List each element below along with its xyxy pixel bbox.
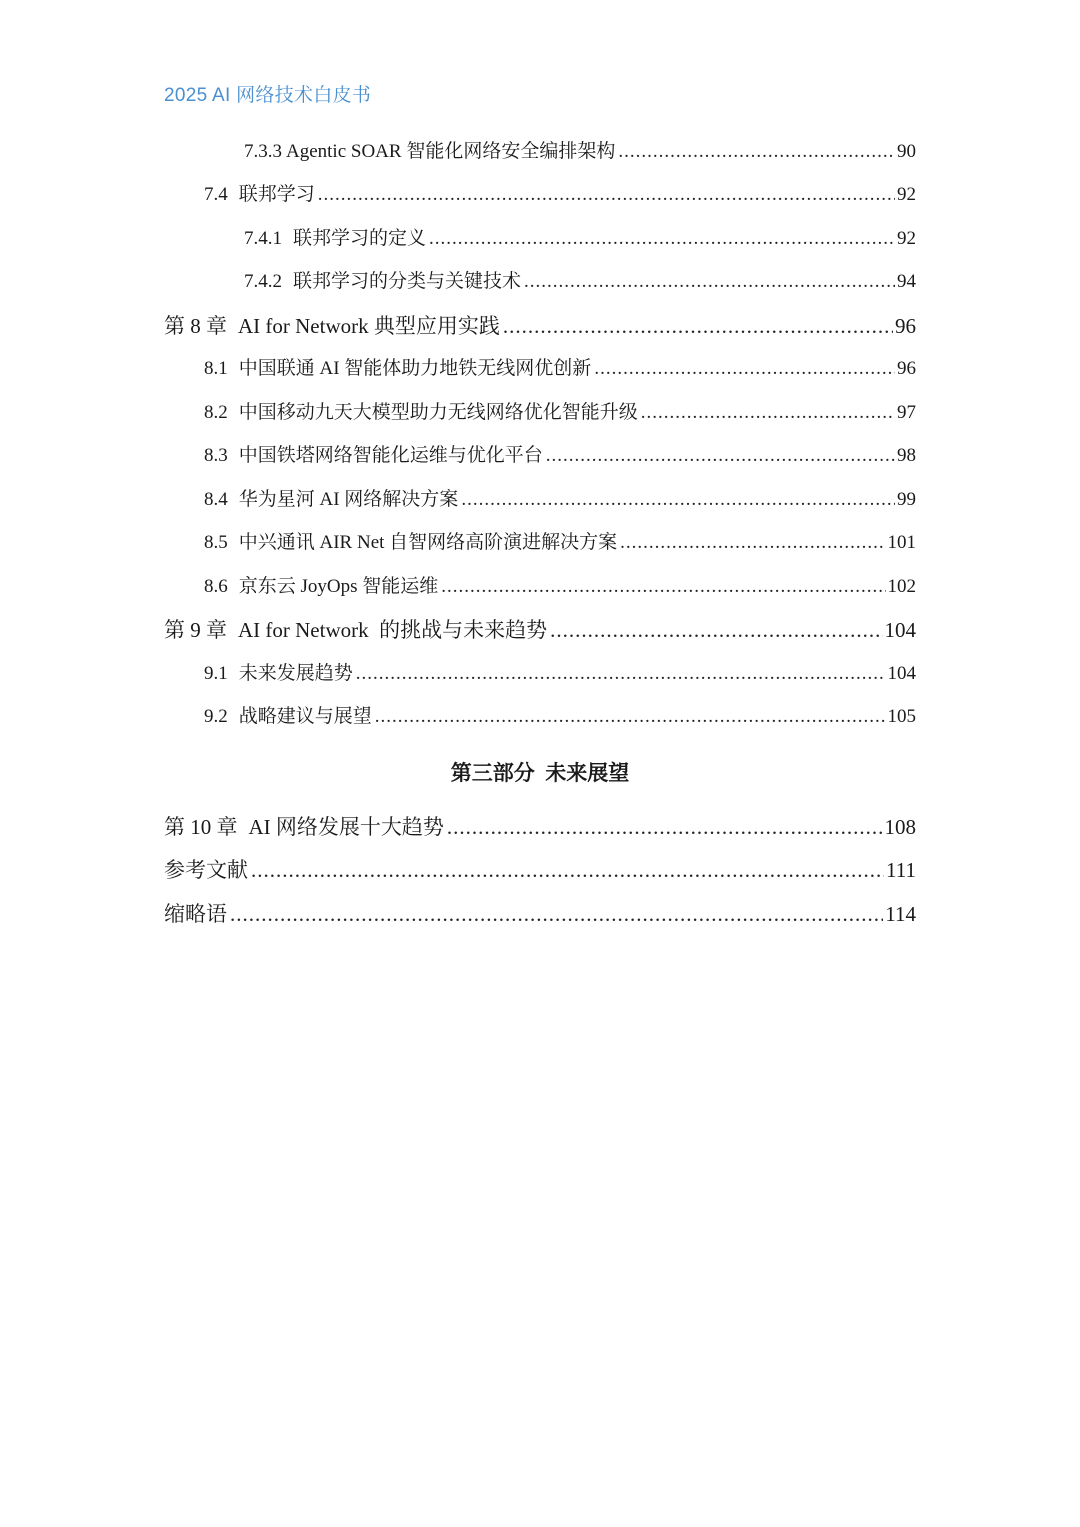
toc-dot-leader [230, 899, 883, 929]
toc-entry[interactable] [244, 224, 916, 254]
toc-entry[interactable] [244, 137, 916, 167]
toc-entry-title: AI for Network 典型应用实践 [238, 314, 500, 338]
toc-entry-title: 缩略语 [164, 902, 227, 926]
toc-entry-number: 第 10 章 [164, 815, 238, 839]
toc-entry-page: 92 [897, 184, 916, 205]
toc-dot-leader [318, 180, 895, 210]
part-three-heading: 第三部分 未来展望 [450, 761, 630, 785]
toc-dot-leader [641, 398, 895, 428]
toc-entry-number: 8.3 [204, 445, 228, 466]
toc-entry-number: 7.4.2 [244, 271, 282, 292]
running-header: 2025 AI 网络技术白皮书 [164, 85, 372, 106]
toc-entry-number: 7.3.3 [244, 141, 282, 162]
toc-entry-page: 102 [887, 576, 916, 597]
toc-entry-number: 9.2 [204, 706, 228, 727]
toc-entry-page: 90 [897, 141, 916, 162]
toc-entry-title: 中国铁塔网络智能化运维与优化平台 [238, 445, 543, 466]
toc-entry[interactable] [204, 528, 916, 558]
toc-entry-page: 108 [884, 815, 916, 839]
toc-entry-number: 第 8 章 [164, 314, 227, 338]
toc-dot-leader [524, 267, 895, 297]
toc-entry-page: 94 [897, 271, 916, 292]
toc-dot-leader [550, 615, 882, 645]
toc-entry-title: AI for Network 的挑战与未来趋势 [238, 618, 548, 642]
toc-entry-page: 105 [887, 706, 916, 727]
toc-entry-number: 9.1 [204, 663, 228, 684]
toc-entry-title: 未来发展趋势 [238, 663, 353, 684]
toc-dot-leader [251, 855, 884, 885]
toc-entry-number: 8.6 [204, 576, 228, 597]
toc-entry-page: 101 [887, 532, 916, 553]
toc-entry-title: 中兴通讯 AIR Net 自智网络高阶演进解决方案 [238, 532, 618, 553]
toc-entry-title: 联邦学习 [238, 184, 315, 205]
toc-entry-page: 104 [887, 663, 916, 684]
toc-entry-title: 华为星河 AI 网络解决方案 [238, 489, 459, 510]
toc-dot-leader [375, 702, 886, 732]
toc-entry[interactable] [204, 659, 916, 689]
toc-dot-leader [546, 441, 895, 471]
toc-entry-page: 92 [897, 228, 916, 249]
toc-entry-title: 联邦学习的定义 [293, 228, 427, 249]
toc-dot-leader [620, 528, 885, 558]
toc-entry-page: 96 [895, 314, 916, 338]
toc-entry-title: 战略建议与展望 [238, 706, 372, 727]
toc-entry-page: 97 [897, 402, 916, 423]
toc-entry-title: AI 网络发展十大趋势 [248, 815, 444, 839]
toc-entry-number: 8.4 [204, 489, 228, 510]
toc-entry-title: 中国移动九天大模型助力无线网络优化智能升级 [238, 402, 638, 423]
toc-dot-leader [503, 311, 893, 341]
toc-chapter-entry[interactable] [164, 615, 916, 645]
toc-entry[interactable] [204, 441, 916, 471]
toc-chapter-entry[interactable] [164, 899, 916, 929]
toc-entry-page: 99 [897, 489, 916, 510]
toc-entry[interactable] [204, 398, 916, 428]
toc-entry-number: 8.1 [204, 358, 228, 379]
toc-entry-title: 京东云 JoyOps 智能运维 [238, 576, 439, 597]
toc-entry-number: 第 9 章 [164, 618, 227, 642]
toc-entry[interactable] [204, 354, 916, 384]
toc-entry-title: 联邦学习的分类与关键技术 [293, 271, 522, 292]
toc-dot-leader [356, 659, 886, 689]
toc-dot-leader [461, 485, 895, 515]
toc-entry[interactable] [204, 702, 916, 732]
toc-dot-leader [447, 812, 883, 842]
toc-entry-page: 96 [897, 358, 916, 379]
toc-entry-page: 111 [886, 858, 916, 882]
toc-dot-leader [618, 137, 895, 167]
toc-chapter-entry[interactable] [164, 855, 916, 885]
toc-entry-number: 7.4 [204, 184, 228, 205]
toc-entry-page: 114 [885, 902, 916, 926]
toc-entry[interactable] [204, 572, 916, 602]
toc-entry-title: Agentic SOAR 智能化网络安全编排架构 [286, 141, 616, 162]
toc-entry-title: 参考文献 [164, 858, 248, 882]
toc-entry[interactable] [204, 180, 916, 210]
toc-entry-number: 7.4.1 [244, 228, 282, 249]
toc-dot-leader [441, 572, 885, 602]
toc-entry[interactable] [204, 485, 916, 515]
toc-chapter-entry[interactable] [164, 812, 916, 842]
toc-entry-title: 中国联通 AI 智能体助力地铁无线网优创新 [238, 358, 592, 379]
toc-entry-number: 8.2 [204, 402, 228, 423]
toc-entry[interactable] [244, 267, 916, 297]
toc-entry-number: 8.5 [204, 532, 228, 553]
toc-entry-page: 104 [884, 618, 916, 642]
toc-chapter-entry[interactable] [164, 311, 916, 341]
toc-dot-leader [429, 224, 895, 254]
toc-entry-page: 98 [897, 445, 916, 466]
toc-dot-leader [594, 354, 895, 384]
